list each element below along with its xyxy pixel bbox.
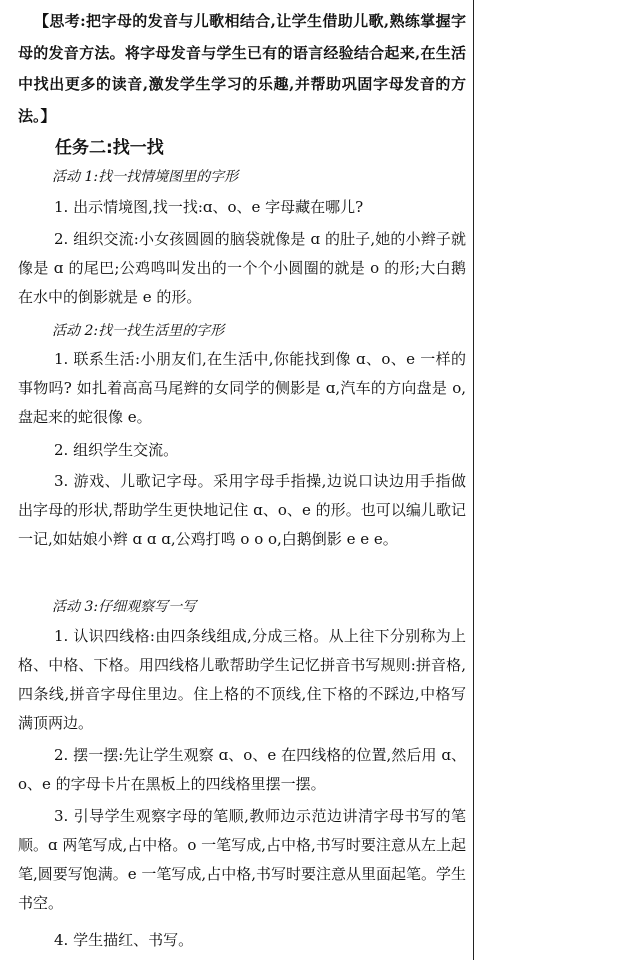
task-heading: 任务二:找一找 xyxy=(55,138,164,158)
activity-2-paragraph-1: 1. 联系生活:小朋友们,在生活中,你能找到像 ɑ、o、e 一样的事物吗? 如扎着高高马尾辫的女同学的侧影是 ɑ,汽车的方向盘是 o,盘起来的蛇很像 e。 xyxy=(18,350,466,426)
activity-3-paragraph-4: 4. 学生描红、书写。 xyxy=(54,931,194,949)
activity-3-title: 活动 3:仔细观察写一写 xyxy=(52,599,197,615)
column-divider xyxy=(473,0,474,960)
activity-1-title: 活动 1:找一找情境图里的字形 xyxy=(52,169,239,185)
activity-3-paragraph-3: 3. 引导学生观察字母的笔顺,教师边示范边讲清字母书写的笔顺。ɑ 两笔写成,占中格。o 一笔写成,占中格,书写时要注意从左上起笔,圆要写饱满。e 一笔写成,占中格,书写时要注意从里面起笔。学生书空。 xyxy=(18,807,466,912)
activity-3-paragraph-2: 2. 摆一摆:先让学生观察 ɑ、o、e 在四线格的位置,然后用 ɑ、o、e 的字母卡片在黑板上的四线格里摆一摆。 xyxy=(18,746,466,793)
activity-2-title: 活动 2:找一找生活里的字形 xyxy=(52,323,225,339)
activity-3-paragraph-1: 1. 认识四线格:由四条线组成,分成三格。从上往下分别称为上格、中格、下格。用四线格儿歌帮助学生记忆拼音书写规则:拼音格,四条线,拼音字母住里边。住上格的不顶线,住下格的不踩边,中格写满顶两边。 xyxy=(18,627,466,732)
reflection-note xyxy=(18,6,466,132)
activity-1-paragraph-1: 1. 出示情境图,找一找:ɑ、o、e 字母藏在哪儿? xyxy=(54,198,364,216)
activity-1-paragraph-2: 2. 组织交流:小女孩圆圆的脑袋就像是 ɑ 的肚子,她的小辫子就像是 ɑ 的尾巴;公鸡鸣叫发出的一个个小圆圈的就是 o 的形;大白鹅在水中的倒影就是 e 的形。 xyxy=(18,230,466,306)
activity-2-paragraph-3: 3. 游戏、儿歌记字母。采用字母手指操,边说口诀边用手指做出字母的形状,帮助学生更快地记住 ɑ、o、e 的形。也可以编儿歌记一记,如姑娘小辫 ɑ ɑ ɑ,公鸡打鸣 o o o,白鹅倒影 e e e。 xyxy=(18,472,466,548)
activity-2-paragraph-2: 2. 组织学生交流。 xyxy=(54,441,179,459)
reflection-text: 【思考:把字母的发音与儿歌相结合,让学生借助儿歌,熟练掌握字母的发音方法。将字母发音与学生已有的语言经验结合起来,在生活中找出更多的读音,激发学生学习的乐趣,并帮助巩固字母发音的方法。】 xyxy=(18,12,466,125)
